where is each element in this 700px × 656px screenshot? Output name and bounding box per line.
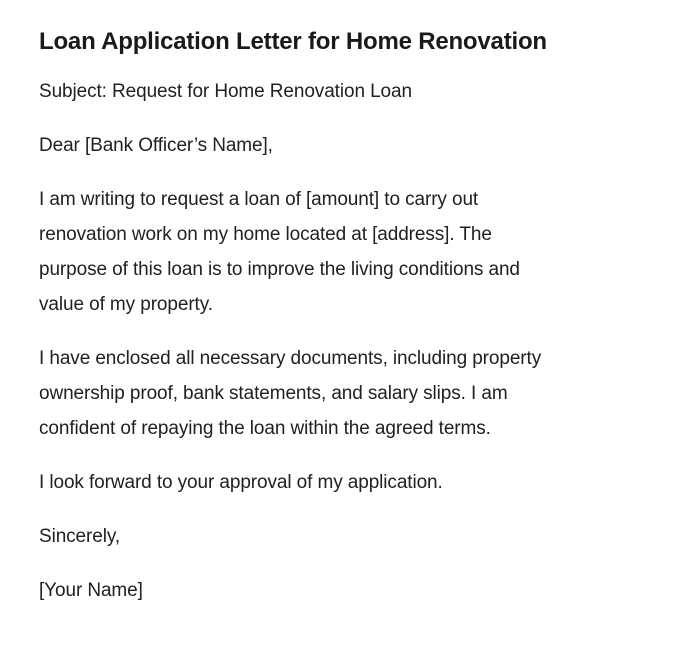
- paragraph-line: I am writing to request a loan of [amount] to carry out: [39, 189, 479, 210]
- paragraph-line: I have enclosed all necessary documents, including property: [39, 348, 542, 369]
- letter-paragraph-request: [39, 182, 660, 322]
- letter-title: Loan Application Letter for Home Renovation: [39, 28, 547, 55]
- paragraph-line: renovation work on my home located at [address]. The: [39, 224, 492, 245]
- letter-signature-placeholder: [Your Name]: [39, 580, 143, 601]
- letter-subject-line: Subject: Request for Home Renovation Loan: [39, 81, 412, 102]
- paragraph-line: ownership proof, bank statements, and salary slips. I am: [39, 383, 508, 404]
- letter-paragraph-documents: [39, 341, 660, 446]
- letter-paragraph-approval: [39, 465, 660, 500]
- paragraph-line: value of my property.: [39, 294, 213, 315]
- letter-closing: Sincerely,: [39, 526, 121, 547]
- paragraph-line: I look forward to your approval of my application.: [39, 472, 443, 493]
- letter-greeting: Dear [Bank Officer’s Name],: [39, 135, 273, 156]
- paragraph-line: purpose of this loan is to improve the living conditions and: [39, 259, 520, 280]
- paragraph-line: confident of repaying the loan within the agreed terms.: [39, 418, 491, 439]
